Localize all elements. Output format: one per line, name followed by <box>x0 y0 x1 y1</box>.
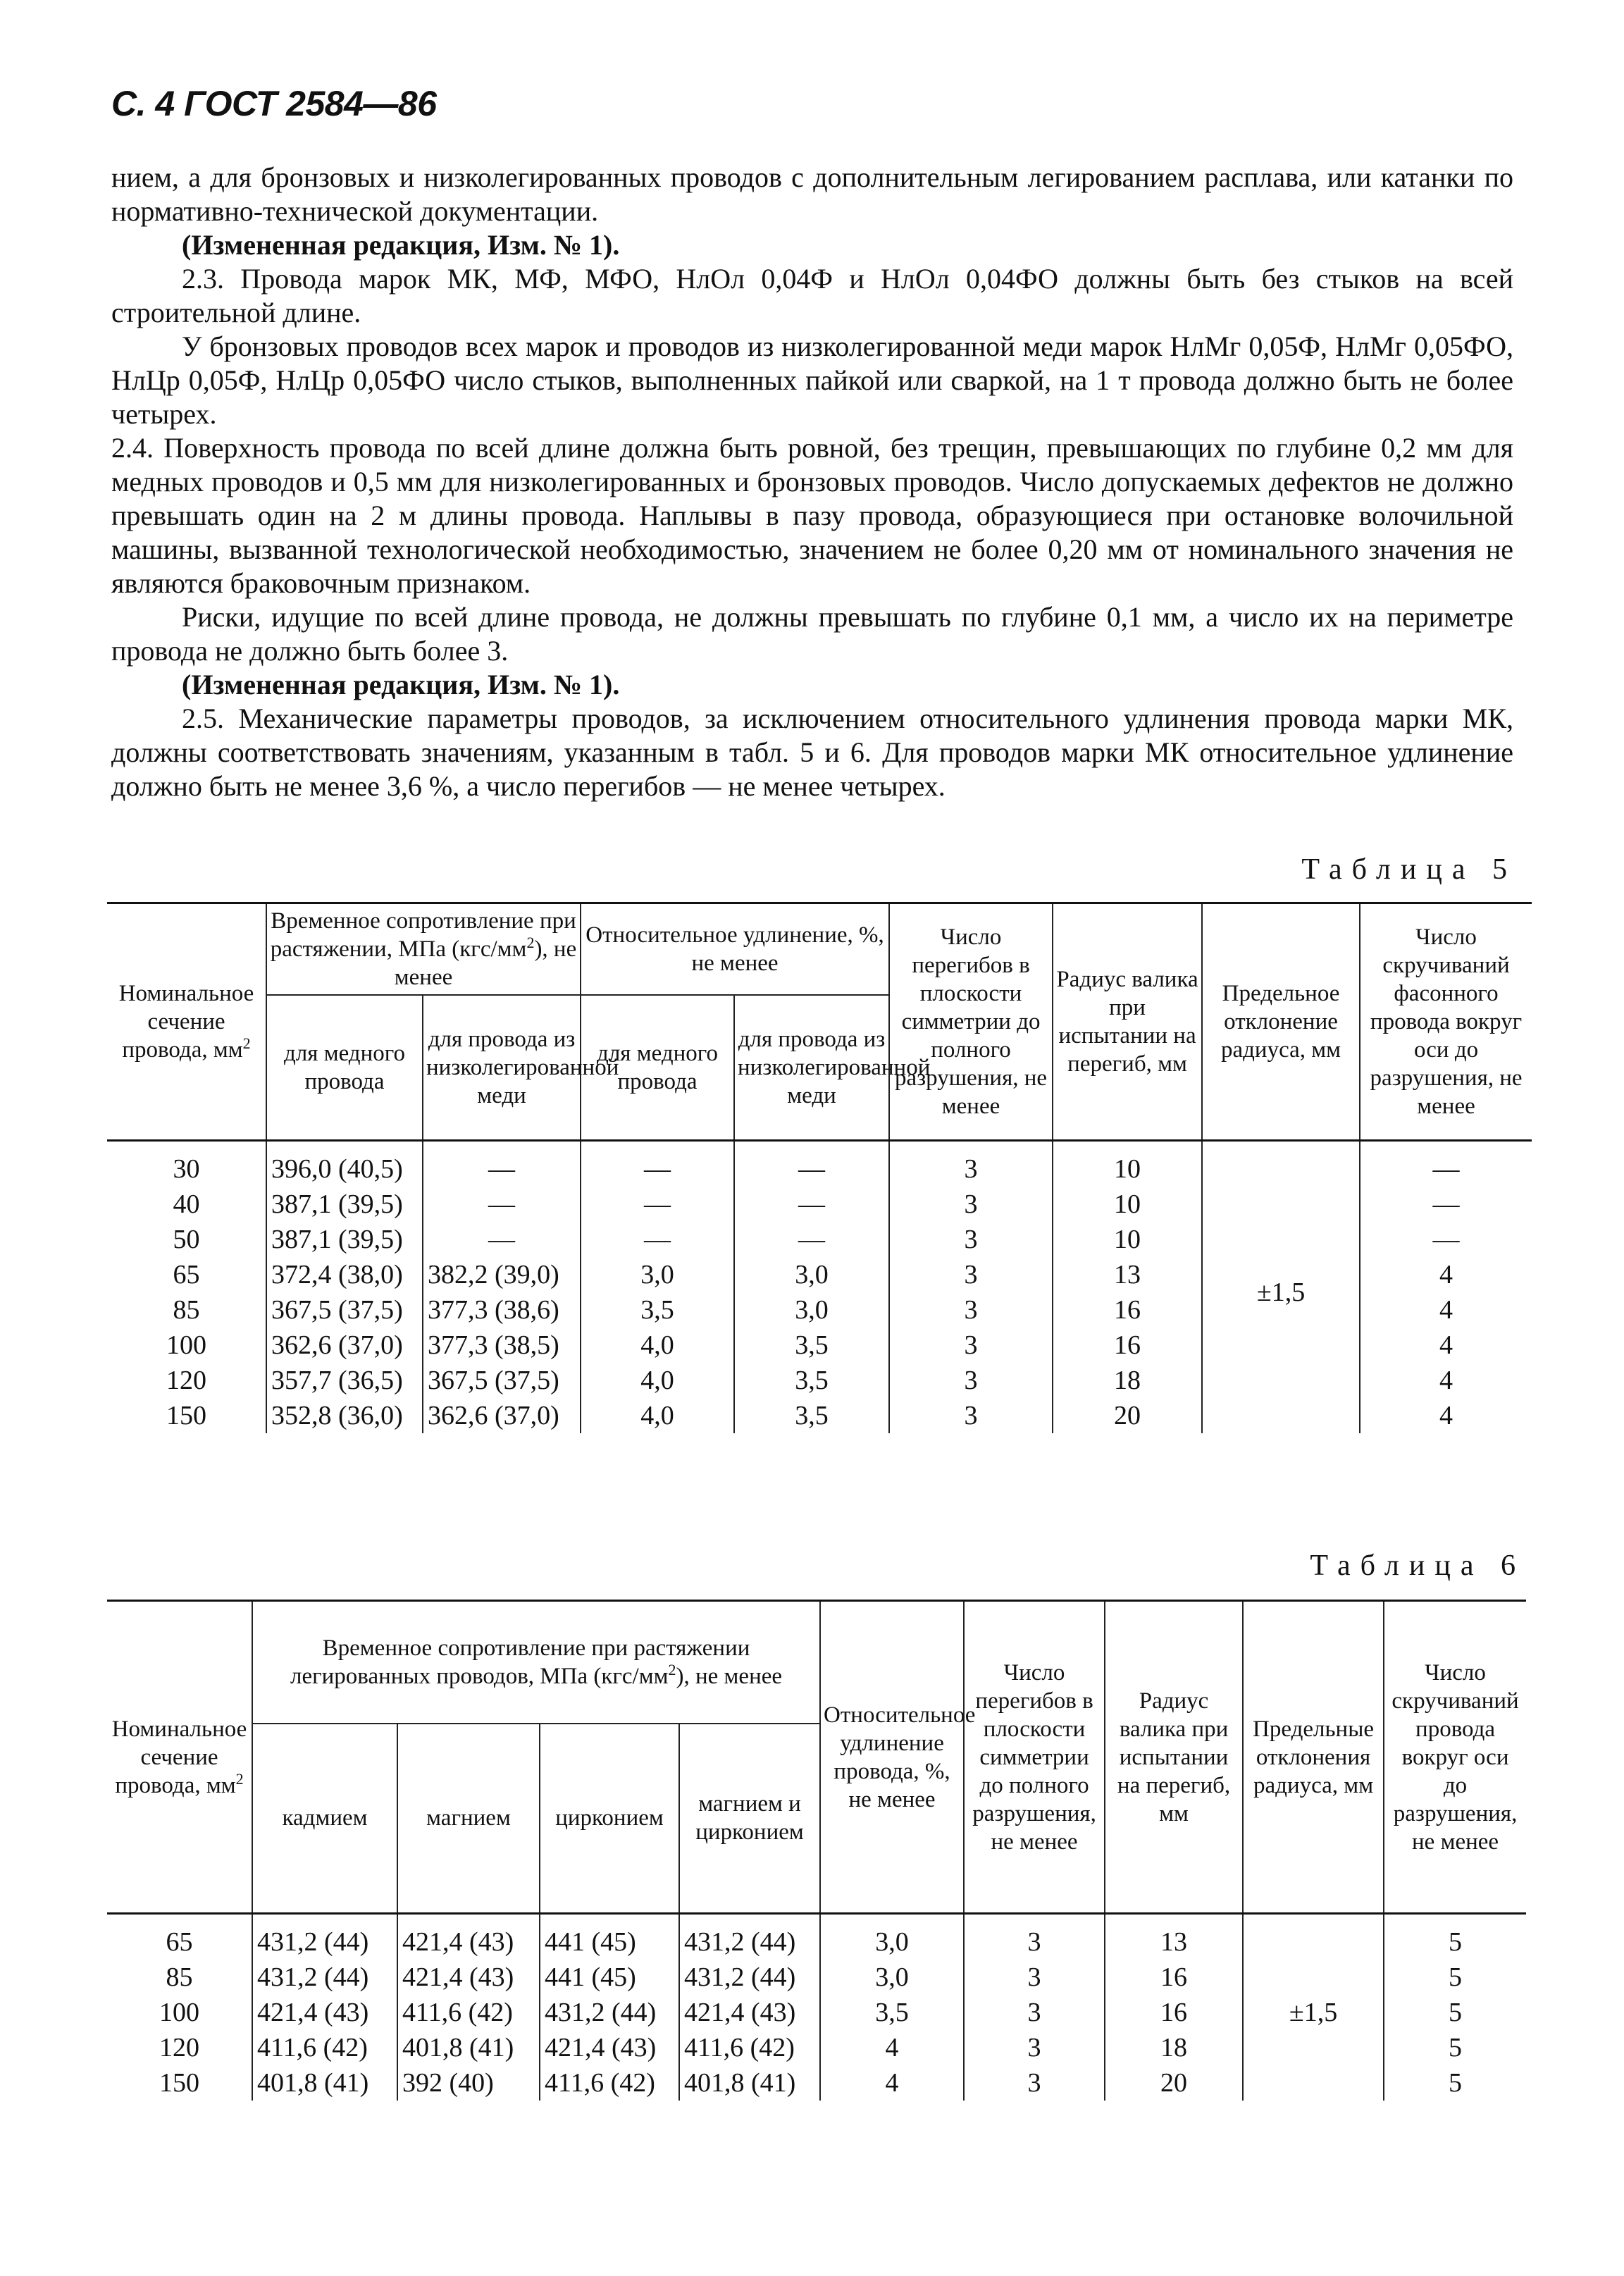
cell-section: 40 <box>107 1187 266 1222</box>
cell-bends: 3 <box>889 1140 1053 1187</box>
t5-header-elong-copper: для медного провода <box>581 995 734 1140</box>
cell-bends: 3 <box>964 2030 1105 2065</box>
cell-tensile-copper: 396,0 (40,5) <box>266 1140 423 1187</box>
cell-tensile-copper: 367,5 (37,5) <box>266 1292 423 1328</box>
paragraph: 2.5. Механические параметры проводов, за исключением относительного удлинения провода марки МК, должны соответствовать значениям, указанным в табл. 5 и 6. Для проводов марки МК относительное удлинение должно быть не менее 3,6 %, а число перегибов — не менее четырех. <box>111 703 1513 802</box>
cell-roller: 13 <box>1053 1257 1202 1292</box>
cell-tensile-copper: 357,7 (36,5) <box>266 1363 423 1398</box>
cell-elong-copper: 4,0 <box>581 1363 734 1398</box>
cell-roller: 20 <box>1105 2065 1243 2101</box>
cell-tensile-copper: 387,1 (39,5) <box>266 1187 423 1222</box>
table6 <box>107 1600 1526 2101</box>
cell-section: 150 <box>107 2065 252 2101</box>
cell-roller: 16 <box>1053 1292 1202 1328</box>
cell-mg-zr: 421,4 (43) <box>679 1995 820 2030</box>
cell-bends: 3 <box>889 1292 1053 1328</box>
cell-bends: 3 <box>889 1187 1053 1222</box>
paragraph: 2.3. Провода марок МК, МФ, МФО, НлОл 0,04Ф и НлОл 0,04ФО должны быть без стыков на всей строительной длине. <box>111 263 1513 328</box>
cell-cadmium: 431,2 (44) <box>252 1960 397 1995</box>
cell-mg-zr: 431,2 (44) <box>679 1914 820 1960</box>
table5 <box>107 902 1532 1433</box>
cell-section: 65 <box>107 1257 266 1292</box>
cell-twists: — <box>1360 1140 1532 1187</box>
t5-header-elongation: Относительное удлинение, %, не менее <box>581 903 889 996</box>
cell-twists: 4 <box>1360 1328 1532 1363</box>
cell-elongation: 4 <box>820 2030 964 2065</box>
cell-bends: 3 <box>964 1960 1105 1995</box>
cell-tensile-lowalloy: — <box>423 1140 581 1187</box>
cell-twists: — <box>1360 1187 1532 1222</box>
t6-header-elongation: Относительное удлинение провода, %, не менее <box>820 1601 964 1914</box>
cell-elong-lowalloy: 3,5 <box>734 1398 889 1433</box>
cell-roller: 20 <box>1053 1398 1202 1433</box>
t5-header-radius-dev: Предельное отклонение радиуса, мм <box>1202 903 1360 1141</box>
cell-zirconium: 421,4 (43) <box>540 2030 679 2065</box>
cell-elong-lowalloy: — <box>734 1140 889 1187</box>
t6-header-bends: Число перегибов в плоскости симметрии до полного разрушения, не менее <box>964 1601 1105 1914</box>
cell-twists: 4 <box>1360 1257 1532 1292</box>
paragraph: 2.4. Поверхность провода по всей длине должна быть ровной, без трещин, превышающих по глубине 0,2 мм для медных проводов и 0,5 мм для низколегированных и бронзовых проводов. Число допускаемых дефектов не должно превышать один на 2 м длины провода. Наплывы в пазу провода, образующиеся при остановке волочильной машины, вызванной технологической необходимостью, значением не более 0,20 мм от номинального значения не являются браковочным признаком. <box>111 432 1513 599</box>
cell-section: 100 <box>107 1328 266 1363</box>
cell-tensile-copper: 372,4 (38,0) <box>266 1257 423 1292</box>
t5-header-tensile: Временное сопротивление при растяжении, МПа $(кгс/мм^2)$, не менее <box>266 903 581 996</box>
cell-tensile-lowalloy: — <box>423 1187 581 1222</box>
cell-roller: 13 <box>1105 1914 1243 1960</box>
cell-twists: — <box>1360 1222 1532 1257</box>
cell-roller: 16 <box>1053 1328 1202 1363</box>
cell-bends: 3 <box>889 1363 1053 1398</box>
cell-elongation: 3,0 <box>820 1960 964 1995</box>
cell-elong-lowalloy: 3,5 <box>734 1363 889 1398</box>
cell-roller: 10 <box>1053 1187 1202 1222</box>
cell-bends: 3 <box>964 2065 1105 2101</box>
cell-tensile-lowalloy: 367,5 (37,5) <box>423 1363 581 1398</box>
page-header: С. 4 ГОСТ 2584—86 <box>111 84 437 123</box>
cell-section: 30 <box>107 1140 266 1187</box>
cell-zirconium: 431,2 (44) <box>540 1995 679 2030</box>
cell-zirconium: 441 (45) <box>540 1914 679 1960</box>
t5-header-roller: Радиус валика при испытании на перегиб, мм <box>1053 903 1202 1141</box>
cell-section: 65 <box>107 1914 252 1960</box>
cell-tensile-copper: 362,6 (37,0) <box>266 1328 423 1363</box>
cell-radius-dev: ±1,5 <box>1202 1140 1360 1433</box>
cell-bends: 3 <box>889 1222 1053 1257</box>
t5-header-section: Номинальное сечение провода, $мм^2$ <box>107 903 266 1141</box>
t5-header-tensile-copper: для медного провода <box>266 995 423 1140</box>
cell-elong-copper: — <box>581 1140 734 1187</box>
t6-header-zirconium: цирконием <box>540 1724 679 1914</box>
cell-mg-zr: 411,6 (42) <box>679 2030 820 2065</box>
cell-twists: 5 <box>1384 1914 1526 1960</box>
cell-roller: 18 <box>1053 1363 1202 1398</box>
t6-header-twists: Число скручиваний провода вокруг оси до разрушения, не менее <box>1384 1601 1526 1914</box>
cell-elongation: 3,0 <box>820 1914 964 1960</box>
cell-magnesium: 411,6 (42) <box>397 1995 540 2030</box>
cell-elong-copper: — <box>581 1187 734 1222</box>
cell-bends: 3 <box>889 1328 1053 1363</box>
cell-roller: 10 <box>1053 1140 1202 1187</box>
cell-elong-copper: 3,0 <box>581 1257 734 1292</box>
t6-header-mg-zr: магнием и цирконием <box>679 1724 820 1914</box>
cell-cadmium: 401,8 (41) <box>252 2065 397 2101</box>
cell-magnesium: 421,4 (43) <box>397 1960 540 1995</box>
cell-elong-lowalloy: — <box>734 1187 889 1222</box>
cell-tensile-copper: 352,8 (36,0) <box>266 1398 423 1433</box>
cell-mg-zr: 431,2 (44) <box>679 1960 820 1995</box>
t6-header-cadmium: кадмием <box>252 1724 397 1914</box>
cell-zirconium: 441 (45) <box>540 1960 679 1995</box>
cell-twists: 4 <box>1360 1398 1532 1433</box>
cell-bends: 3 <box>889 1257 1053 1292</box>
cell-elong-lowalloy: 3,0 <box>734 1292 889 1328</box>
cell-magnesium: 392 (40) <box>397 2065 540 2101</box>
cell-zirconium: 411,6 (42) <box>540 2065 679 2101</box>
amendment-note: (Измененная редакция, Изм. № 1). <box>182 669 620 700</box>
amendment-note: (Измененная редакция, Изм. № 1). <box>182 229 620 261</box>
cell-bends: 3 <box>964 1914 1105 1960</box>
cell-elong-lowalloy: — <box>734 1222 889 1257</box>
cell-tensile-lowalloy: 382,2 (39,0) <box>423 1257 581 1292</box>
cell-cadmium: 411,6 (42) <box>252 2030 397 2065</box>
table-row <box>107 1914 1526 1960</box>
cell-roller: 10 <box>1053 1222 1202 1257</box>
cell-roller: 16 <box>1105 1995 1243 2030</box>
t5-header-tensile-lowalloy: для провода из низколегированной меди <box>423 995 581 1140</box>
cell-section: 120 <box>107 1363 266 1398</box>
t6-header-radius-dev: Предельные отклонения радиуса, мм <box>1243 1601 1384 1914</box>
paragraph: нием, а для бронзовых и низколегированных проводов с дополнительным легированием расплава, или катанки по нормативно-технической документации. <box>111 161 1513 227</box>
table-row <box>107 1140 1532 1187</box>
cell-elongation: 3,5 <box>820 1995 964 2030</box>
t6-header-roller: Радиус валика при испытании на перегиб, мм <box>1105 1601 1243 1914</box>
cell-roller: 18 <box>1105 2030 1243 2065</box>
cell-elong-copper: 4,0 <box>581 1328 734 1363</box>
t5-header-twists: Число скручиваний фасонного провода вокруг оси до разрушения, не менее <box>1360 903 1532 1141</box>
cell-elong-lowalloy: 3,0 <box>734 1257 889 1292</box>
cell-section: 85 <box>107 1960 252 1995</box>
cell-magnesium: 401,8 (41) <box>397 2030 540 2065</box>
table6-caption: Таблица 6 <box>1310 1550 1525 1582</box>
t5-header-bends: Число перегибов в плоскости симметрии до полного разрушения, не менее <box>889 903 1053 1141</box>
cell-magnesium: 421,4 (43) <box>397 1914 540 1960</box>
cell-section: 85 <box>107 1292 266 1328</box>
t6-header-tensile: Временное сопротивление при растяжении легированных проводов, МПа $(кгс/мм^2)$, не менее <box>252 1601 820 1724</box>
cell-elong-copper: 4,0 <box>581 1398 734 1433</box>
cell-twists: 5 <box>1384 1960 1526 1995</box>
cell-section: 120 <box>107 2030 252 2065</box>
cell-tensile-lowalloy: — <box>423 1222 581 1257</box>
cell-bends: 3 <box>889 1398 1053 1433</box>
table5-caption: Таблица 5 <box>1301 853 1517 886</box>
cell-twists: 5 <box>1384 1995 1526 2030</box>
cell-mg-zr: 401,8 (41) <box>679 2065 820 2101</box>
cell-section: 150 <box>107 1398 266 1433</box>
cell-cadmium: 431,2 (44) <box>252 1914 397 1960</box>
cell-section: 50 <box>107 1222 266 1257</box>
cell-tensile-lowalloy: 377,3 (38,6) <box>423 1292 581 1328</box>
cell-twists: 4 <box>1360 1363 1532 1398</box>
cell-elong-lowalloy: 3,5 <box>734 1328 889 1363</box>
cell-elongation: 4 <box>820 2065 964 2101</box>
t5-header-elong-lowalloy: для провода из низколегированной меди <box>734 995 889 1140</box>
cell-roller: 16 <box>1105 1960 1243 1995</box>
paragraph: У бронзовых проводов всех марок и проводов из низколегированной меди марок НлМг 0,05Ф, НлМг 0,05ФО, НлЦр 0,05Ф, НлЦр 0,05ФО число стыков, выполненных пайкой или сваркой, на 1 т провода должно быть не более четырех. <box>111 330 1513 430</box>
t6-header-magnesium: магнием <box>397 1724 540 1914</box>
cell-twists: 5 <box>1384 2030 1526 2065</box>
cell-section: 100 <box>107 1995 252 2030</box>
t6-header-section: Номинальное сечение провода, $мм^2$ <box>107 1601 252 1914</box>
cell-bends: 3 <box>964 1995 1105 2030</box>
cell-tensile-lowalloy: 362,6 (37,0) <box>423 1398 581 1433</box>
cell-radius-dev: ±1,5 <box>1243 1914 1384 2101</box>
paragraph: Риски, идущие по всей длине провода, не должны превышать по глубине 0,1 мм, а число их на периметре провода не должно быть более 3. <box>111 601 1513 667</box>
cell-elong-copper: — <box>581 1222 734 1257</box>
cell-cadmium: 421,4 (43) <box>252 1995 397 2030</box>
cell-tensile-copper: 387,1 (39,5) <box>266 1222 423 1257</box>
body-text <box>111 161 1513 803</box>
cell-tensile-lowalloy: 377,3 (38,5) <box>423 1328 581 1363</box>
cell-twists: 4 <box>1360 1292 1532 1328</box>
cell-twists: 5 <box>1384 2065 1526 2101</box>
cell-elong-copper: 3,5 <box>581 1292 734 1328</box>
